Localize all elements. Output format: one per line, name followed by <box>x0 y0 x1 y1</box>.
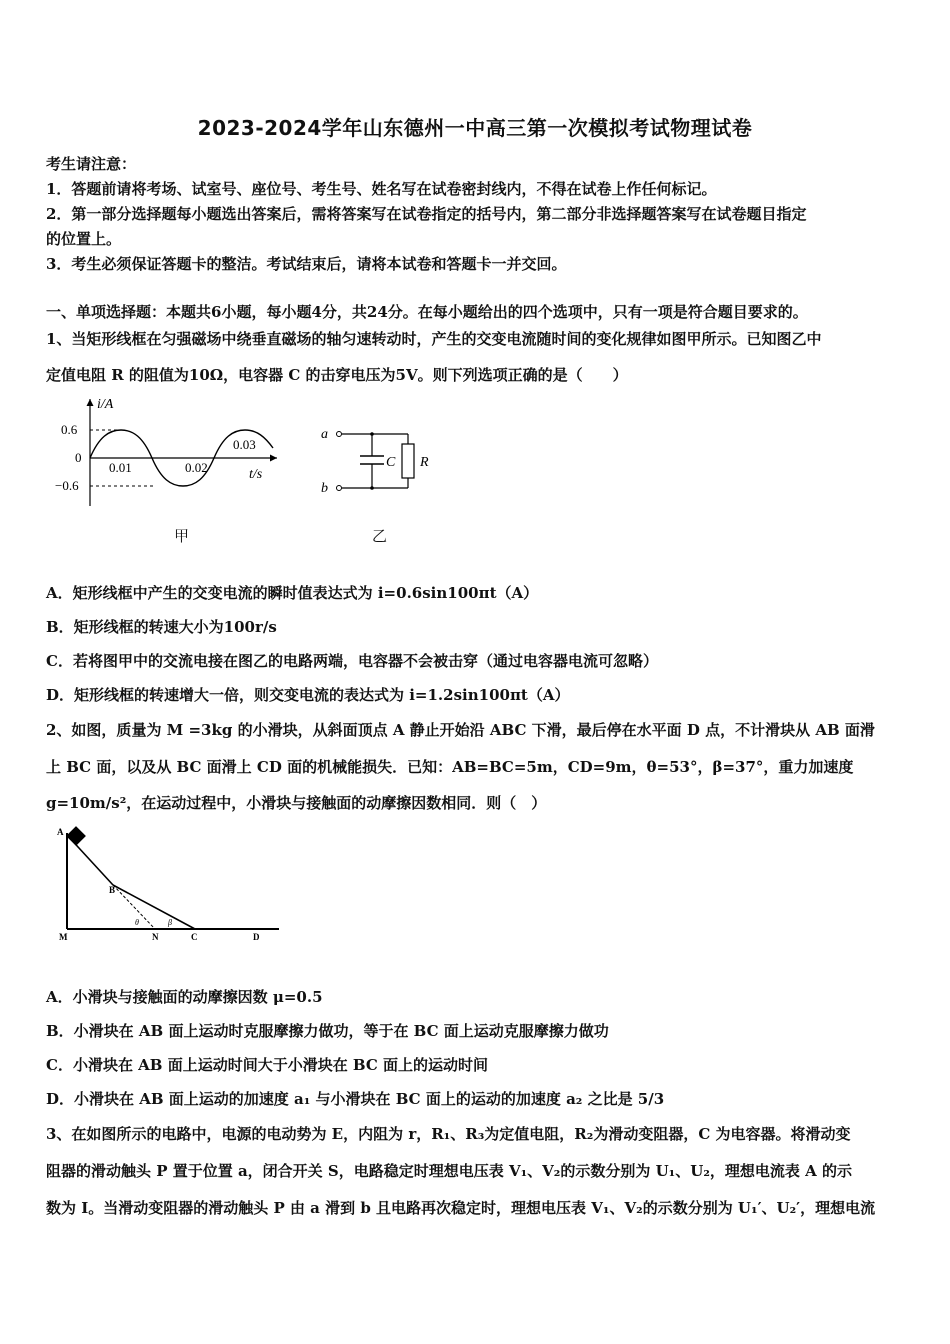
q1-option-c: C．若将图甲中的交流电接在图乙的电路两端，电容器不会被击穿（通过电容器电流可忽略） <box>46 652 658 670</box>
q2-option-c: C．小滑块在 AB 面上运动时间大于小滑块在 BC 面上的运动时间 <box>46 1056 489 1074</box>
notice-heading: 考生请注意： <box>46 155 137 173</box>
q3-stem-line-3: 数为 I。当滑动变阻器的滑动触头 P 由 a 滑到 b 且电路再次稳定时，理想电压表 V₁、V₂的示数分别为 U₁′、U₂′，理想电流 <box>46 1199 876 1217</box>
q2-option-d: D．小滑块在 AB 面上运动的加速度 a₁ 与小滑块在 BC 面上的运动的加速度 a₂ 之比是 5/3 <box>46 1090 665 1108</box>
svg-text:M: M <box>59 932 68 942</box>
q2-option-b: B．小滑块在 AB 面上运动时克服摩擦力做功，等于在 BC 面上运动克服摩擦力做功 <box>46 1022 609 1040</box>
y-tick-top: 0.6 <box>61 422 78 437</box>
q1-stem-line-1: 1、当矩形线框在匀强磁场中绕垂直磁场的轴匀速转动时，产生的交变电流随时间的变化规律如图甲所示。已知图乙中 <box>46 330 822 348</box>
incline-bc <box>113 885 195 929</box>
svg-text:A: A <box>57 827 64 837</box>
x-tick-002: 0.02 <box>185 460 208 475</box>
svg-text:D: D <box>253 932 260 942</box>
resistor-label: R <box>420 455 429 470</box>
q1-option-d: D．矩形线框的转速增大一倍，则交变电流的表达式为 i=1.2sin100πt（A） <box>46 686 570 704</box>
section-heading: 一、单项选择题：本题共6小题，每小题4分，共24分。在每小题给出的四个选项中，只有一项是符合题目要求的。 <box>46 303 808 321</box>
q1-option-a: A．矩形线框中产生的交变电流的瞬时值表达式为 i=0.6sin100πt（A） <box>46 584 539 602</box>
x-tick-001: 0.01 <box>109 460 132 475</box>
page-title: 2023-2024学年山东德州一中高三第一次模拟考试物理试卷 <box>197 116 753 140</box>
figure-yi-caption: 乙 <box>372 527 388 545</box>
svg-text:β: β <box>168 918 172 927</box>
svg-text:N: N <box>152 932 159 942</box>
terminal-b <box>337 486 342 491</box>
x-tick-003: 0.03 <box>233 437 256 452</box>
slider-block <box>66 826 86 846</box>
terminal-a <box>337 432 342 437</box>
notice-item-2-cont: 的位置上。 <box>46 230 122 248</box>
q1-option-b: B．矩形线框的转速大小为100r/s <box>46 618 277 636</box>
q2-stem-line-1: 2、如图，质量为 M =3kg 的小滑块，从斜面顶点 A 静止开始沿 ABC 下滑，最后停在水平面 D 点，不计滑块从 AB 面滑 <box>46 721 875 739</box>
y-tick-bottom: −0.6 <box>55 478 79 493</box>
q2-stem-line-3: g=10m/s²，在运动过程中，小滑块与接触面的动摩擦因数相同．则（ ） <box>46 794 547 812</box>
notice-item-2: 2．第一部分选择题每小题选出答案后，需将答案写在试卷指定的括号内，第二部分非选择题答案写在试卷题目指定 <box>46 205 807 223</box>
q2-stem-line-2: 上 BC 面，以及从 BC 面滑上 CD 面的机械能损失．已知：AB=BC=5m，CD=9m，θ=53°，β=37°，重力加速度 <box>46 758 854 776</box>
y-tick-zero: 0 <box>75 450 82 465</box>
q1-figure-jia <box>55 393 285 508</box>
q2-option-a: A．小滑块与接触面的动摩擦因数 μ=0.5 <box>46 988 323 1006</box>
x-axis-label: t/s <box>249 467 263 482</box>
y-axis-label: i/A <box>97 397 114 412</box>
q1-figure-yi <box>318 420 448 500</box>
notice-item-1: 1．答题前请将考场、试室号、座位号、考生号、姓名写在试卷密封线内，不得在试卷上作任何标记。 <box>46 180 717 198</box>
terminal-a-label: a <box>321 427 328 442</box>
q2-incline-figure <box>55 825 285 945</box>
capacitor-label: C <box>386 455 396 470</box>
svg-text:θ: θ <box>135 918 139 927</box>
resistor <box>402 444 414 478</box>
q3-stem-line-2: 阻器的滑动触头 P 置于位置 a，闭合开关 S，电路稳定时理想电压表 V₁、V₂的示数分别为 U₁、U₂，理想电流表 A 的示 <box>46 1162 852 1180</box>
svg-text:B: B <box>109 885 116 895</box>
dashed-bn <box>113 885 155 929</box>
q1-stem-line-2: 定值电阻 R 的阻值为10Ω，电容器 C 的击穿电压为5V。则下列选项正确的是（ ） <box>46 366 628 384</box>
figure-jia-caption: 甲 <box>174 527 190 545</box>
notice-item-3: 3．考生必须保证答题卡的整洁。考试结束后，请将本试卷和答题卡一并交回。 <box>46 255 567 273</box>
q3-stem-line-1: 3、在如图所示的电路中，电源的电动势为 E，内阻为 r，R₁、R₃为定值电阻，R₂为滑动变阻器，C 为电容器。将滑动变 <box>46 1125 851 1143</box>
svg-text:C: C <box>191 932 198 942</box>
terminal-b-label: b <box>321 481 328 496</box>
